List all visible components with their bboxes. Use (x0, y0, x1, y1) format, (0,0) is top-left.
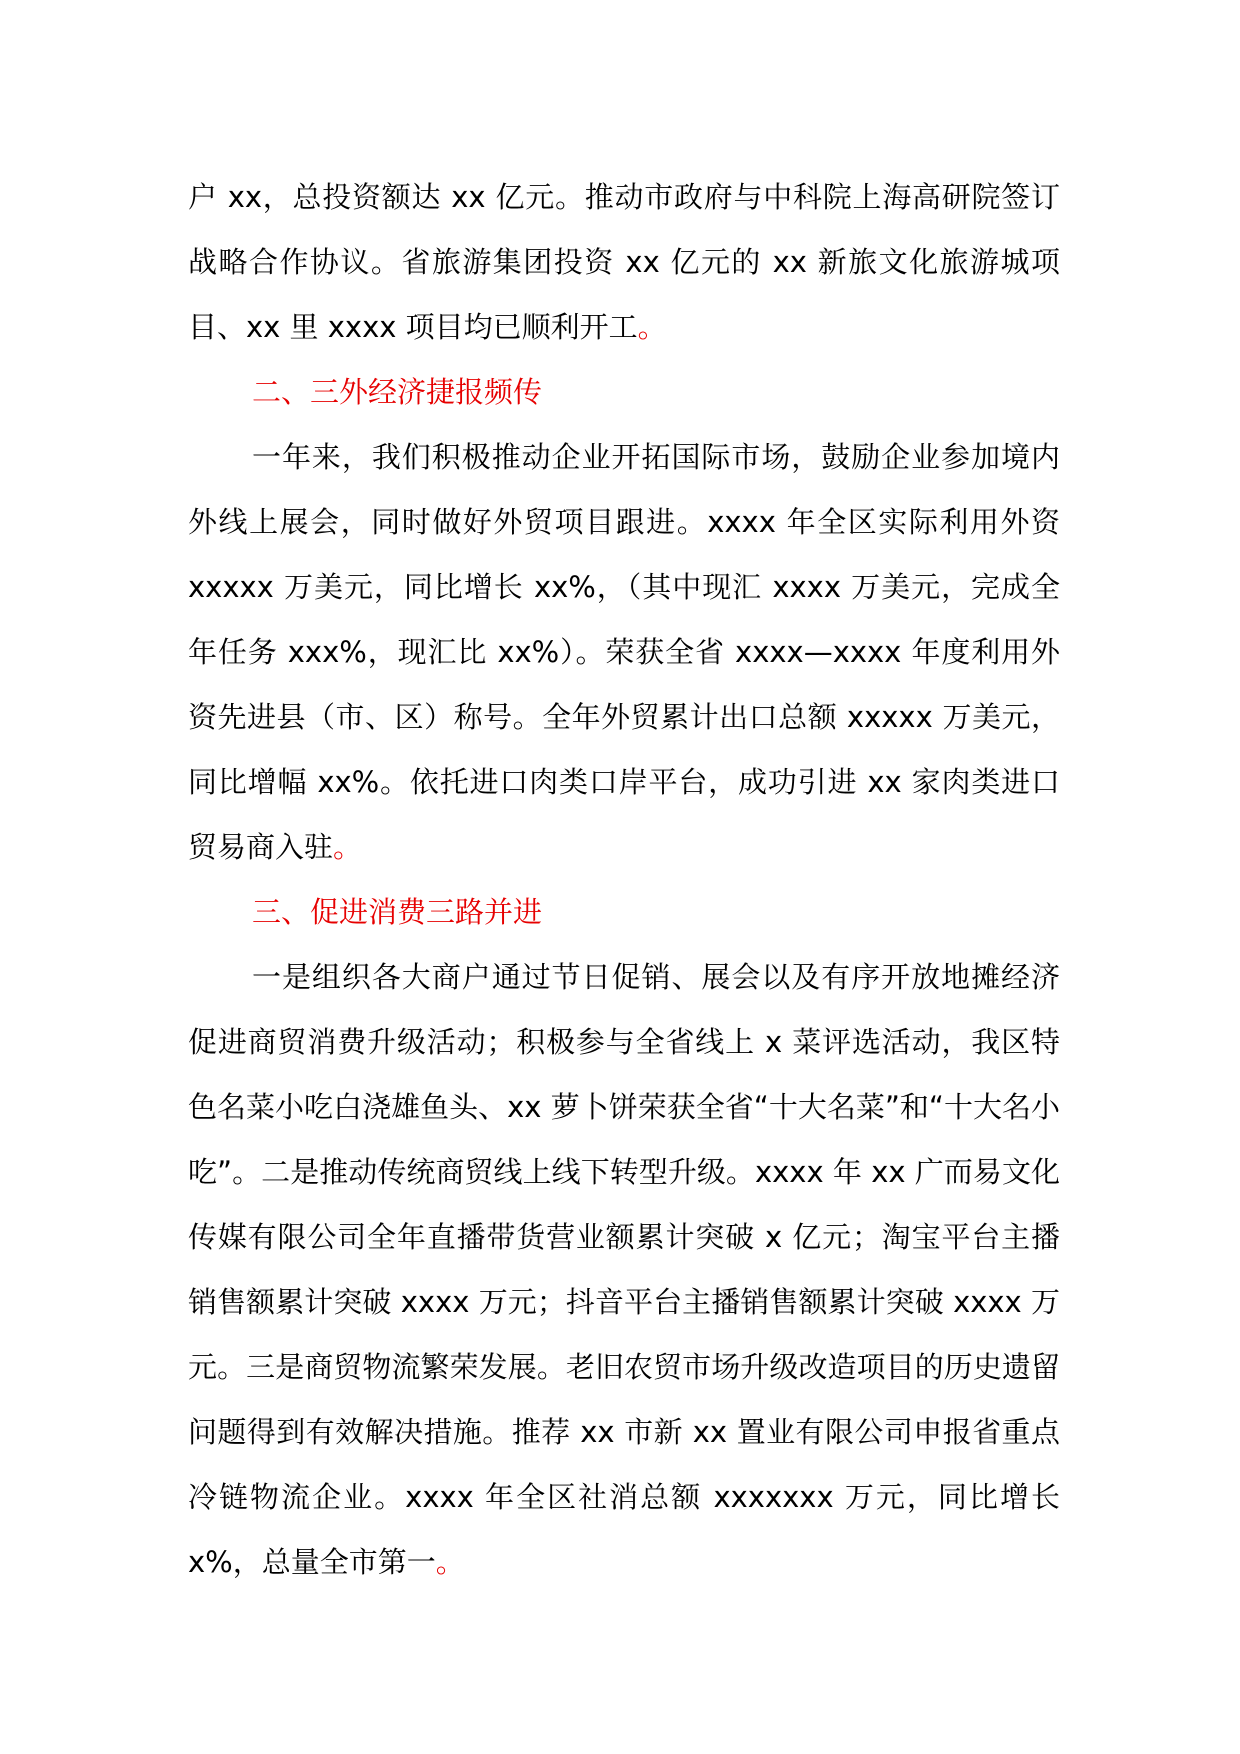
intro-paragraph (188, 165, 1060, 360)
section3-end-mark: 。 (435, 1545, 465, 1579)
intro-end-mark: 。 (637, 310, 667, 344)
section2-paragraph (188, 425, 1060, 880)
section2-end-mark: 。 (333, 830, 363, 864)
section3-heading: 三、促进消费三路并进 (252, 895, 543, 929)
section3-paragraph (188, 945, 1060, 1595)
section3-paragraph-text: 一是组织各大商户通过节日促销、展会以及有序开放地摊经济促进商贸消费升级活动；积极参与全省线上 x 菜评选活动，我区特色名菜小吃白浇雄鱼头、xx 萝卜饼荣获全省“十大名菜”和“十大名小吃”。二是推动传统商贸线上线下转型升级。xxxx 年 xx 广而易文化传媒有限公司全年直播带货营业额累计突破 x 亿元；淘宝平台主播销售额累计突破 xxxx 万元；抖音平台主播销售额累计突破 xxxx 万元。三是商贸物流繁荣发展。老旧农贸市场升级改造项目的历史遗留问题得到有效解决措施。推荐 xx 市新 xx 置业有限公司申报省重点冷链物流企业。xxxx 年全区社消总额 xxxxxxx 万元，同比增长 x%，总量全市第一 (188, 960, 1060, 1579)
section2-paragraph-text: 一年来，我们积极推动企业开拓国际市场，鼓励企业参加境内外线上展会，同时做好外贸项目跟进。xxxx 年全区实际利用外资 xxxxx 万美元，同比增长 xx%，（其中现汇 xxxx 万美元，完成全年任务 xxx%，现汇比 xx%）。荣获全省 xxxx—xxxx 年度利用外资先进县（市、区）称号。全年外贸累计出口总额 xxxxx 万美元，同比增幅 xx%。依托进口肉类口岸平台，成功引进 xx 家肉类进口贸易商入驻 (188, 440, 1060, 864)
section2-heading: 二、三外经济捷报频传 (252, 375, 543, 409)
intro-paragraph-text: 户 xx，总投资额达 xx 亿元。推动市政府与中科院上海高研院签订战略合作协议。省旅游集团投资 xx 亿元的 xx 新旅文化旅游城项目、xx 里 xxxx 项目均已顺利开工 (188, 180, 1060, 344)
document-page (188, 165, 1060, 1595)
